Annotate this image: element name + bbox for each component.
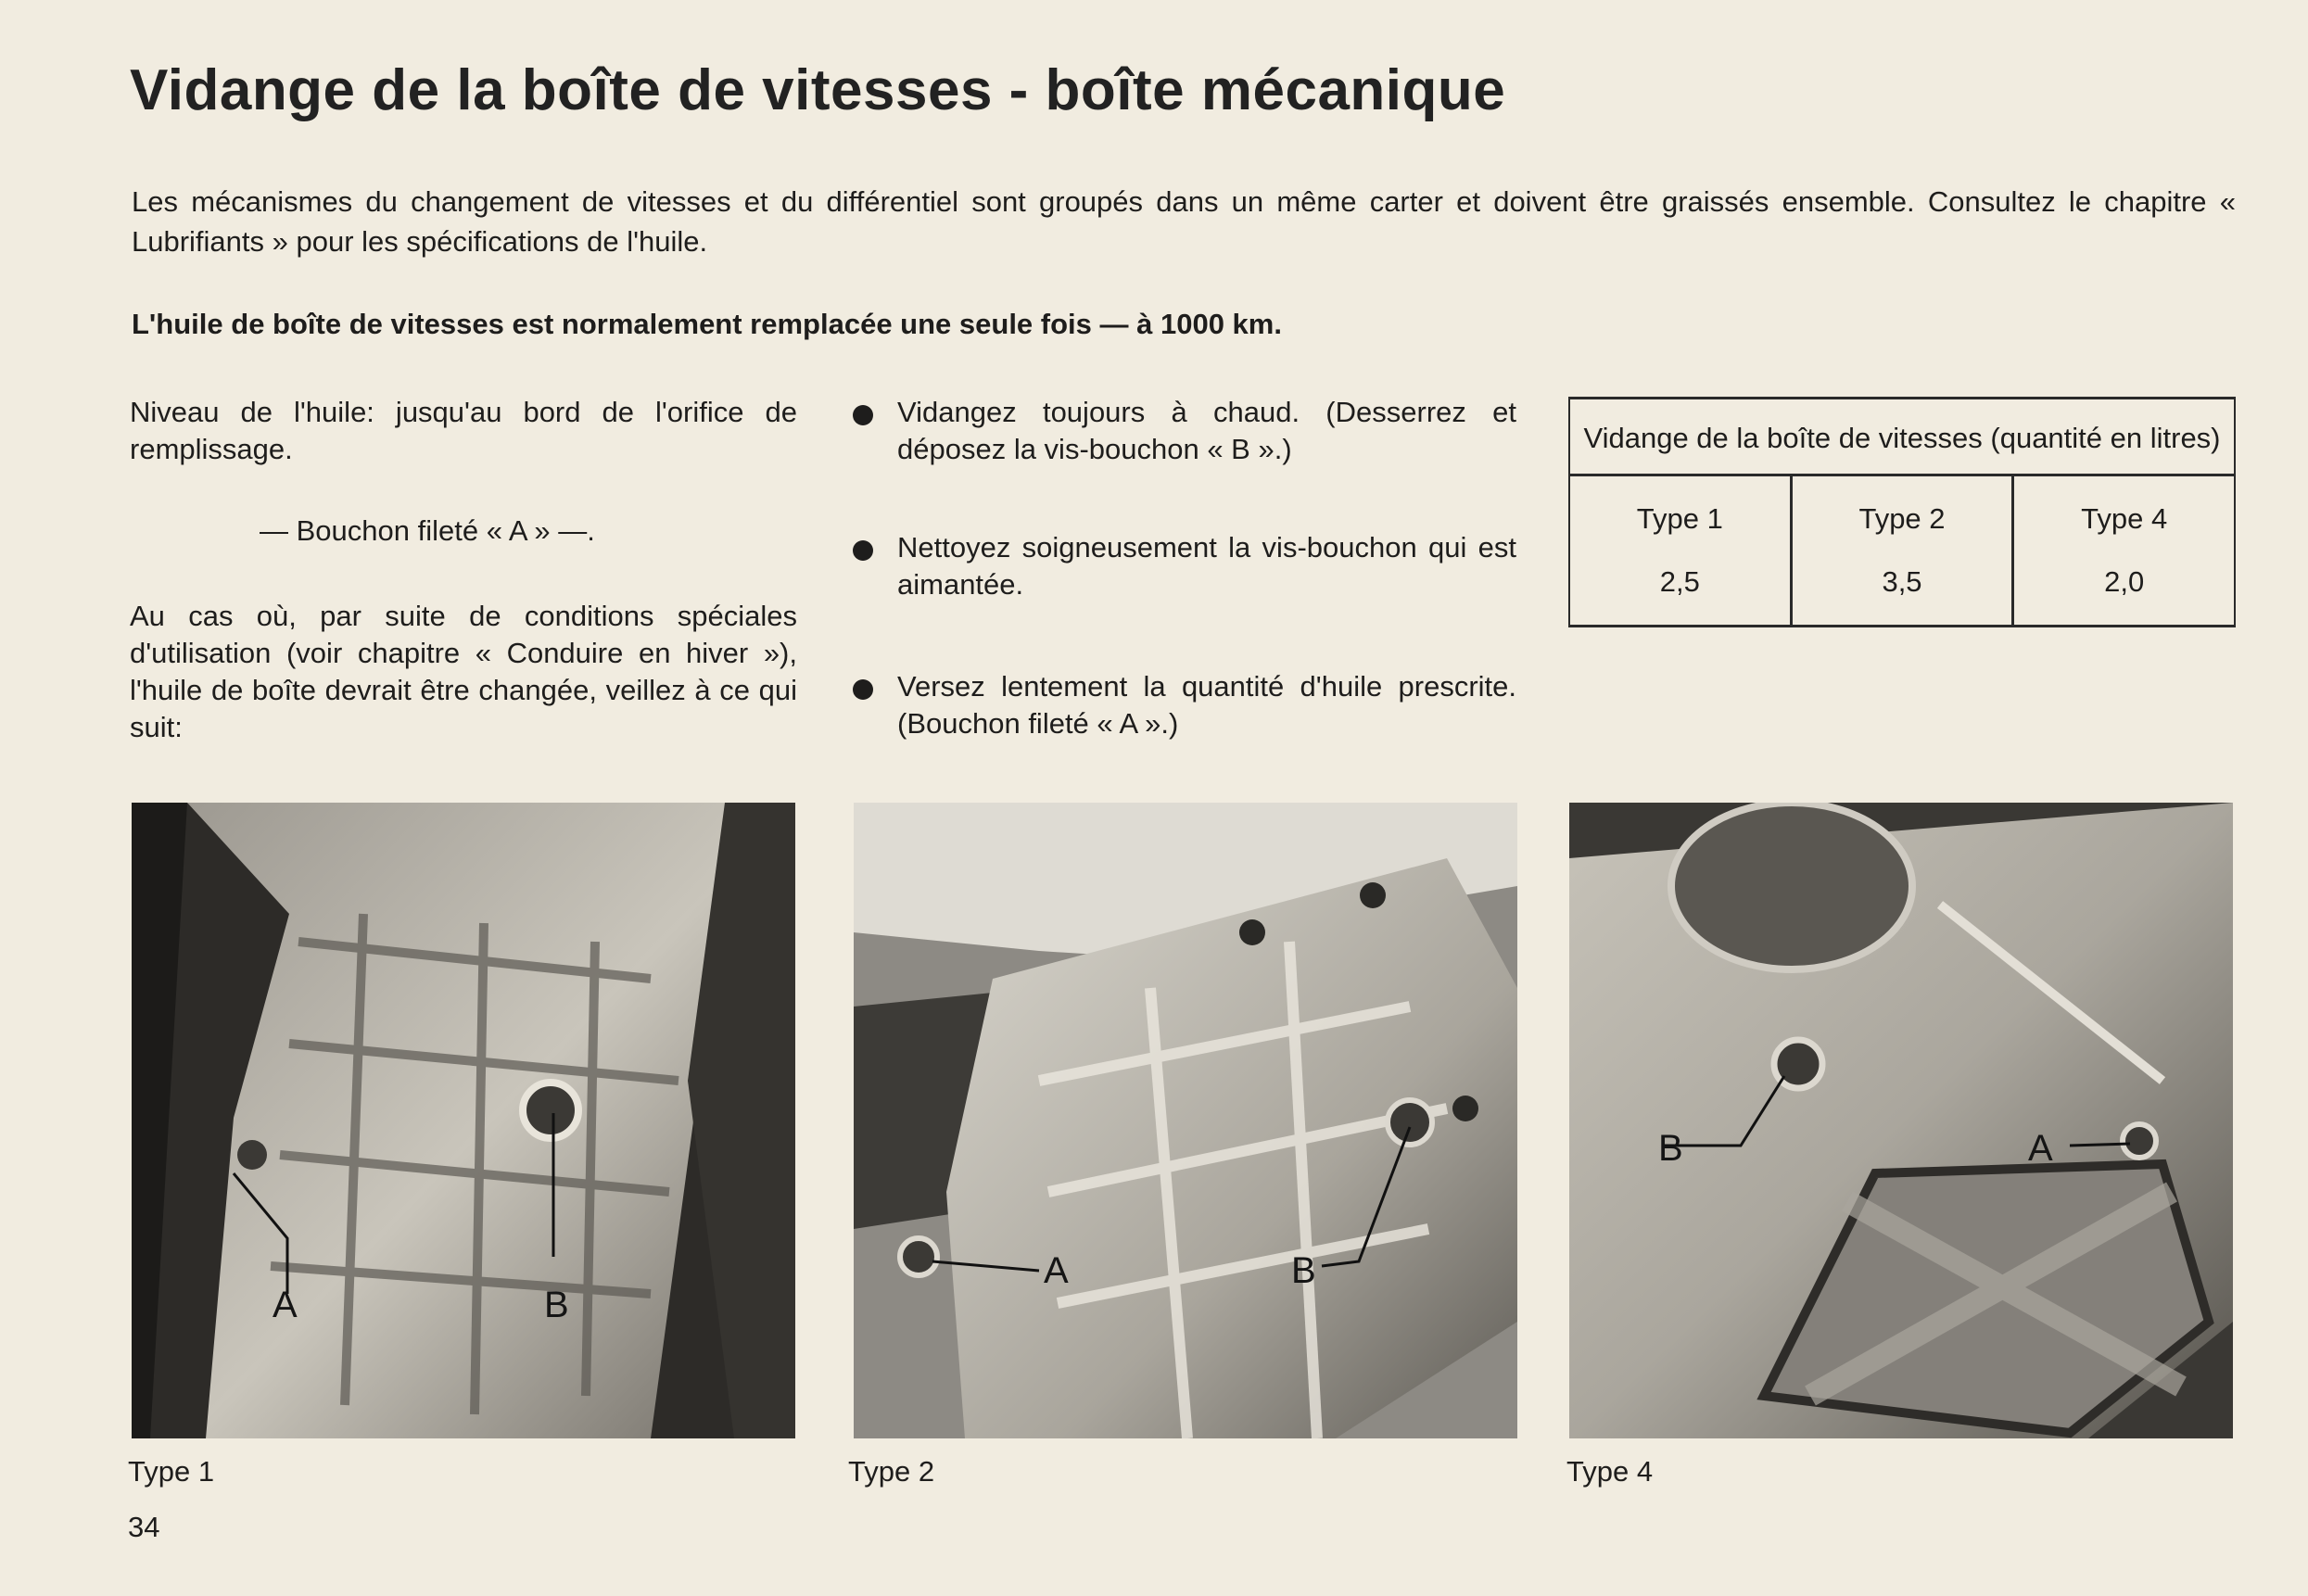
list-item — [851, 394, 1516, 468]
column-type-label: Type 1 — [1636, 502, 1723, 535]
table-column-type-1 — [1570, 476, 1790, 625]
photo-type-2 — [854, 803, 1517, 1438]
special-conditions-text: Au cas où, par suite de conditions spéciales d'utilisation (voir chapitre « Conduire en hiver »), l'huile de boîte devrait être changée, veillez à ce qui suit: — [130, 600, 797, 743]
callout-label-a: A — [273, 1285, 298, 1325]
callout-label-b: B — [544, 1285, 569, 1325]
photo-caption-type-2: Type 2 — [848, 1455, 935, 1488]
oil-quantity-table — [1568, 397, 2236, 627]
bullet-icon — [853, 679, 873, 700]
callout-label-a: A — [2028, 1128, 2053, 1169]
column-value: 2,0 — [2104, 565, 2145, 598]
bullet-icon — [853, 405, 873, 425]
list-item-text: Versez lentement la quantité d'huile prescrite. (Bouchon fileté « A ».) — [897, 670, 1516, 740]
oil-level-text: Niveau de l'huile: jusqu'au bord de l'orifice de remplissage. — [130, 396, 797, 465]
column-value: 2,5 — [1659, 565, 1700, 598]
page-number: 34 — [128, 1511, 160, 1543]
column-value: 3,5 — [1882, 565, 1922, 598]
page-title: Vidange de la boîte de vitesses - boîte mécanique — [130, 58, 1506, 122]
column-type-label: Type 2 — [1858, 502, 1946, 535]
list-item-text: Vidangez toujours à chaud. (Desserrez et déposez la vis-bouchon « B ».) — [897, 396, 1516, 465]
photo-caption-type-1: Type 1 — [128, 1455, 215, 1488]
left-column — [130, 394, 797, 746]
callout-label-b: B — [1658, 1128, 1683, 1169]
photo-type-1 — [132, 803, 795, 1438]
plug-a-label: — Bouchon fileté « A » —. — [260, 514, 595, 547]
photo-type-4 — [1569, 803, 2233, 1438]
photo-caption-type-4: Type 4 — [1566, 1455, 1654, 1488]
list-item — [851, 529, 1516, 603]
table-column-type-4 — [2011, 476, 2234, 625]
column-type-label: Type 4 — [2081, 502, 2168, 535]
table-body — [1570, 476, 2234, 625]
list-item-text: Nettoyez soigneusement la vis-bouchon qui est aimantée. — [897, 531, 1516, 601]
table-column-type-2 — [1790, 476, 2012, 625]
list-item — [851, 668, 1516, 742]
intro-paragraph: Les mécanismes du changement de vitesses et du différentiel sont groupés dans un même carter et doivent être graissés ensemble. Consultez le chapitre « Lubrifiants » pour les spécifications de l'huile. — [132, 185, 2236, 258]
bullet-icon — [853, 540, 873, 561]
table-header: Vidange de la boîte de vitesses (quantité en litres) — [1570, 399, 2234, 476]
highlight-note: L'huile de boîte de vitesses est normalement remplacée une seule fois — à 1000 km. — [132, 308, 1282, 340]
callout-label-b: B — [1291, 1250, 1316, 1291]
instructions-list — [851, 394, 1516, 742]
callout-label-a: A — [1044, 1250, 1069, 1291]
